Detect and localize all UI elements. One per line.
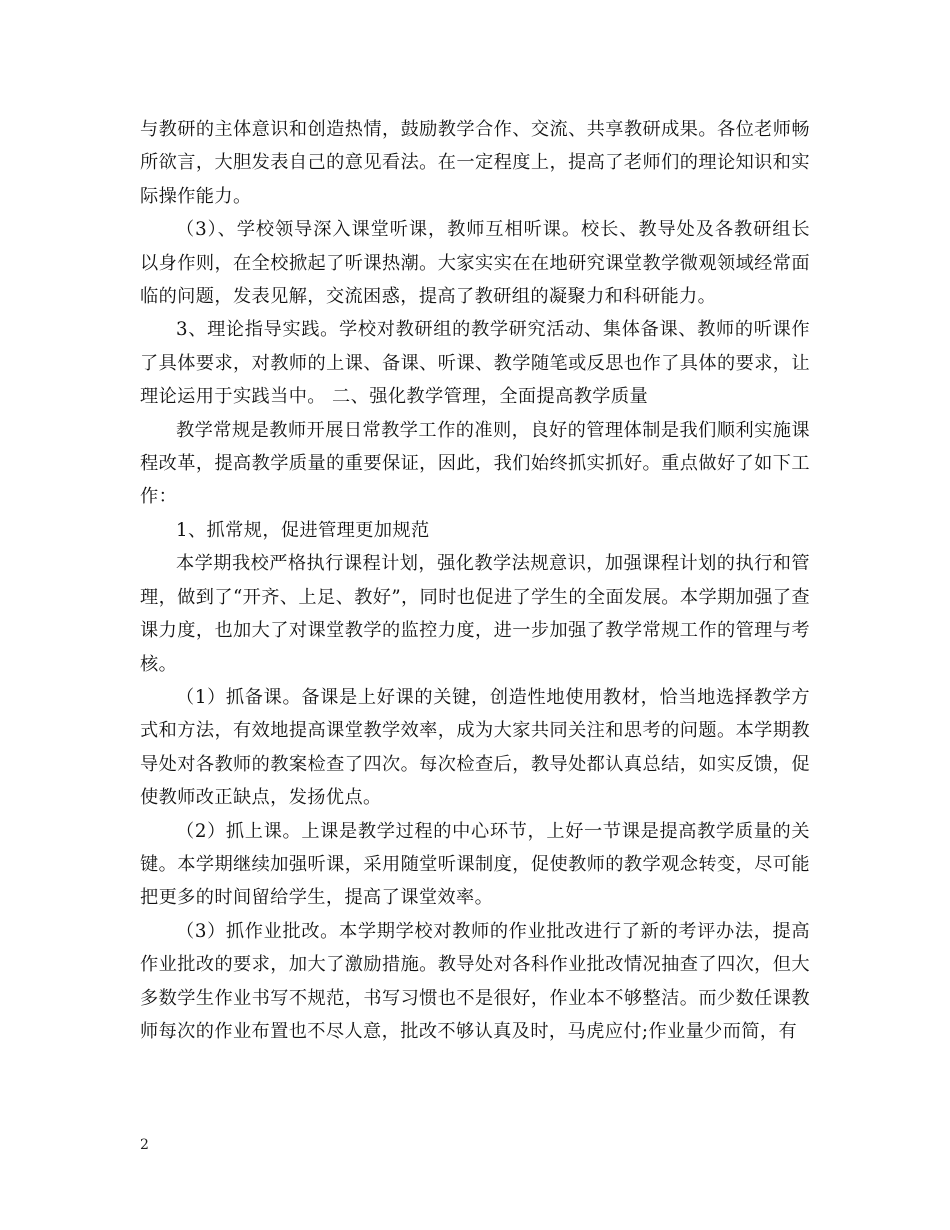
page-number: 2 — [140, 1137, 149, 1153]
paragraph-3: 3、理论指导实践。学校对教研组的教学研究活动、集体备课、教师的听课作了具体要求，对教师的上课、备课、听课、教学随笔或反思也作了具体的要求，让理论运用于实践当中。 二、强化教学管理，全面提高教学质量 — [140, 319, 810, 408]
paragraph-2: （3）、学校领导深入课堂听课，教师互相听课。校长、教导处及各教研组长以身作则，在全校掀起了听课热潮。大家实实在在地研究课堂教学微观领域经常面临的问题，发表见解，交流困惑，提高了教研组的凝聚力和科研能力。 — [140, 219, 810, 308]
document-body — [140, 113, 810, 1048]
paragraph-4: 教学常规是教师开展日常教学工作的准则，良好的管理体制是我们顺利实施课程改革，提高教学质量的重要保证，因此，我们始终抓实抓好。重点做好了如下工作： — [140, 419, 810, 508]
paragraph-1: 与教研的主体意识和创造热情，鼓励教学合作、交流、共享教研成果。各位老师畅所欲言，大胆发表自己的意见看法。在一定程度上，提高了老师们的理论知识和实际操作能力。 — [140, 119, 810, 207]
section-heading-1: 1、抓常规，促进管理更加规范 — [176, 519, 430, 541]
paragraph-5: 本学期我校严格执行课程计划，强化教学法规意识，加强课程计划的执行和管理，做到了“开齐、上足、教好”，同时也促进了学生的全面发展。本学期加强了查课力度，也加大了对课堂教学的监控力度，进一步加强了教学常规工作的管理与考核。 — [140, 553, 810, 675]
paragraph-7: （2）抓上课。上课是教学过程的中心环节，上好一节课是提高教学质量的关键。本学期继续加强听课，采用随堂听课制度，促使教师的教学观念转变，尽可能把更多的时间留给学生，提高了课堂效率。 — [140, 820, 810, 909]
paragraph-6: （1）抓备课。备课是上好课的关键，创造性地使用教材，恰当地选择教学方式和方法，有效地提高课堂教学效率，成为大家共同关注和思考的问题。本学期教导处对各教师的教案检查了四次。每次检查后，教导处都认真总结，如实反馈，促使教师改正缺点，发扬优点。 — [140, 686, 810, 809]
paragraph-8: （3）抓作业批改。本学期学校对教师的作业批改进行了新的考评办法，提高作业批改的要求，加大了激励措施。教导处对各科作业批改情况抽查了四次，但大多数学生作业书写不规范，书写习惯也不是很好，作业本不够整洁。而少数任课教师每次的作业布置也不尽人意，批改不够认真及时，马虎应付;作业量少而简，有 — [140, 920, 810, 1042]
